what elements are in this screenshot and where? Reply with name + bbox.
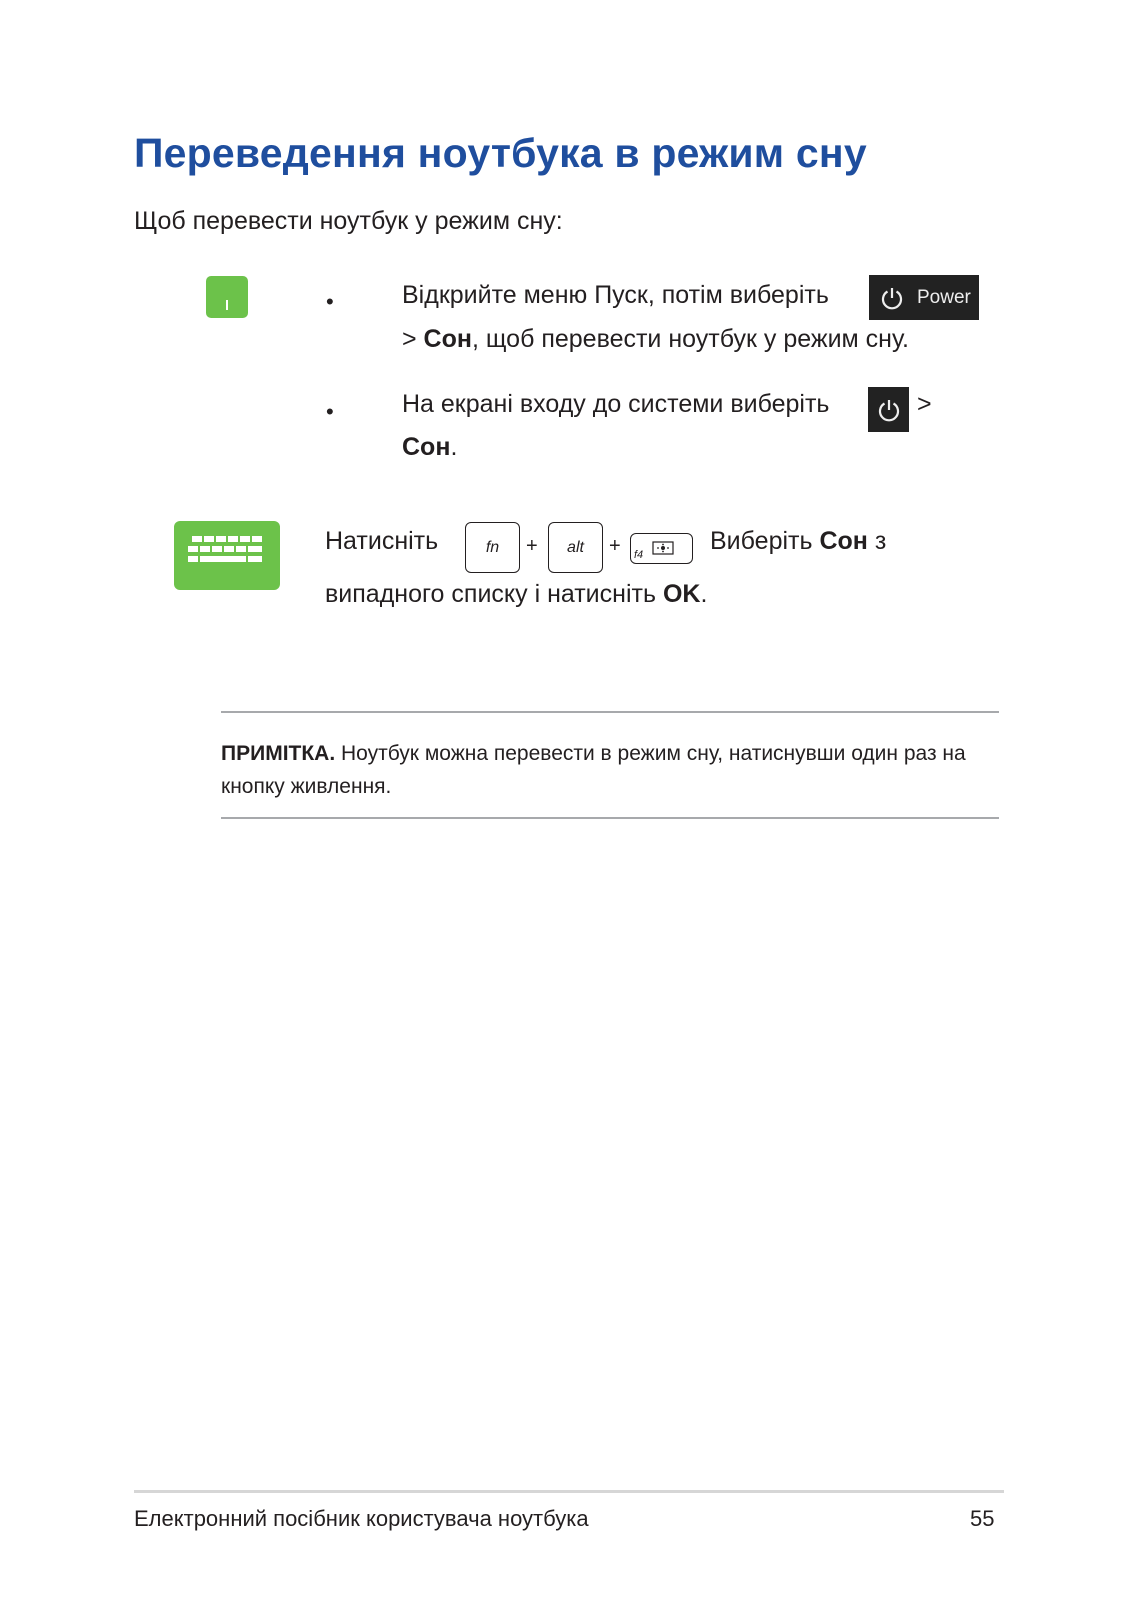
bullet2-text: На екрані входу до системи виберіть [402, 390, 830, 418]
note-text: Ноутбук можна перевести в режим сну, натиснувши один раз на кнопку живлення. [221, 742, 966, 798]
plus-sign: + [609, 535, 621, 557]
fn-key: fn [465, 522, 520, 573]
note-top-rule [221, 711, 999, 713]
footer-rule [134, 1490, 1004, 1493]
bullet1-text: Відкрийте меню Пуск, потім виберіть [402, 281, 829, 309]
note-label: ПРИМІТКА. [221, 742, 336, 765]
footer-title: Електронний посібник користувача ноутбука [134, 1506, 589, 1531]
keyboard-icon [174, 521, 280, 590]
bullet-marker: • [326, 289, 334, 314]
power-button-square [868, 387, 909, 432]
intro-text: Щоб перевести ноутбук у режим сну: [134, 207, 563, 235]
alt-key: alt [548, 522, 603, 573]
keyboard-period: . [700, 580, 708, 608]
power-menu-button [869, 275, 979, 320]
airplane-mode-icon [652, 541, 674, 555]
touch-gesture-icon [206, 276, 248, 318]
power-label: Power [917, 286, 971, 308]
bullet2-line1 [402, 390, 829, 419]
power-icon [879, 285, 905, 311]
plus-sign: + [526, 535, 538, 557]
bullet1-line1 [402, 281, 829, 310]
f4-key [630, 533, 693, 564]
bullet1-rest: , щоб перевести ноутбук у режим сну. [471, 325, 909, 353]
power-icon [876, 397, 902, 423]
sleep-option: Сон [819, 527, 868, 555]
select-text [710, 527, 886, 556]
page-title: Переведення ноутбука в режим сну [134, 130, 867, 176]
sleep-option: Сон [402, 433, 451, 461]
bullet-marker: • [326, 399, 334, 424]
note-block [221, 737, 1001, 803]
from-word: з [874, 527, 887, 555]
note-bottom-rule [221, 817, 999, 819]
bullet1-line2 [402, 325, 909, 354]
bullet1-prefix: > [402, 325, 424, 353]
press-label: Натисніть [325, 527, 439, 555]
bullet2-arrow: > [917, 390, 932, 418]
ok-word: OK [662, 580, 701, 608]
select-word: Виберіть [710, 527, 813, 555]
keyboard-line2 [325, 580, 707, 609]
f4-key-label: f4 [634, 549, 644, 561]
bullet2-period: . [450, 433, 458, 461]
dropdown-text: випадного списку і натисніть [325, 580, 656, 608]
bullet2-line2 [402, 433, 457, 462]
sleep-option: Сон [423, 325, 472, 353]
page-number: 55 [970, 1506, 995, 1531]
